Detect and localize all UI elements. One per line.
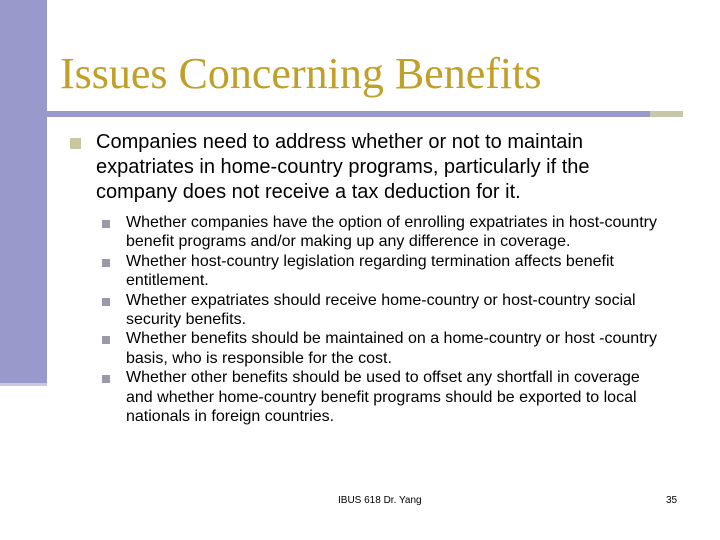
sub-bullet-item — [100, 368, 670, 426]
small-square-bullet-icon — [102, 220, 110, 228]
slide-footer: IBUS 618 Dr. Yang — [338, 495, 422, 506]
page-number: 35 — [666, 495, 678, 506]
small-square-bullet-icon — [102, 336, 110, 344]
main-point-text: Companies need to address whether or not to maintain expatriates in home-country programs, particularly if the company does not receive a tax deduction for it. — [96, 131, 590, 203]
title-underline-end — [650, 111, 683, 117]
sub-bullet-text: Whether companies have the option of enrolling expatriates in host-country benefit programs and/or making up any difference in coverage. — [126, 214, 657, 251]
square-bullet-icon — [70, 138, 81, 149]
sub-bullet-item — [100, 291, 670, 330]
sub-bullet-item — [100, 213, 670, 252]
sub-bullet-list — [70, 213, 670, 426]
sub-bullet-item — [100, 329, 670, 368]
title-underline — [47, 111, 683, 117]
slide-title: Issues Concerning Benefits — [60, 49, 542, 98]
left-accent-band — [0, 0, 47, 383]
main-bullet-point — [70, 130, 670, 205]
slide-content — [70, 130, 670, 426]
small-square-bullet-icon — [102, 375, 110, 383]
sub-bullet-text: Whether host-country legislation regarding termination affects benefit entitlement. — [126, 252, 614, 290]
sub-bullet-text: Whether benefits should be maintained on a home-country or host -country basis, who is responsible for the cost. — [126, 330, 657, 367]
sub-bullet-text: Whether expatriates should receive home-country or host-country social security benefits. — [126, 291, 636, 329]
small-square-bullet-icon — [102, 298, 110, 306]
small-square-bullet-icon — [102, 259, 110, 267]
sub-bullet-item — [100, 252, 670, 291]
left-accent-band-shadow — [0, 383, 47, 386]
sub-bullet-text: Whether other benefits should be used to offset any shortfall in coverage and whether home-country benefit programs should be exported to local nationals in foreign countries. — [126, 369, 640, 426]
